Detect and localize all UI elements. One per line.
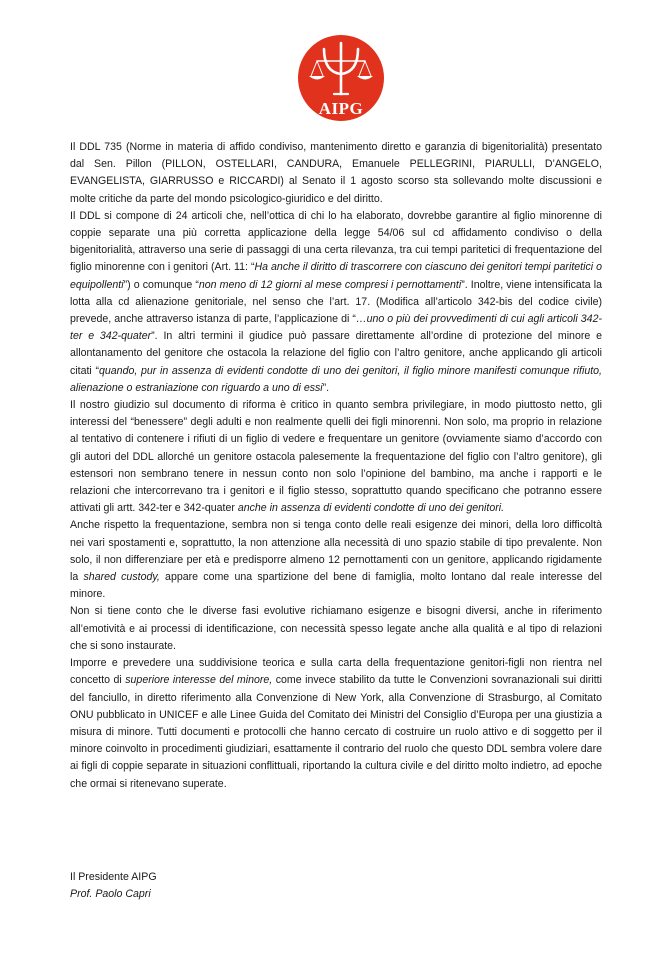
italic-quote: superiore interesse del minore,	[125, 674, 273, 687]
signature-block	[70, 869, 157, 903]
text-run: Il nostro giudizio sul documento di riforma è critico in quanto sembra privilegiare, in modo piuttosto netto, gli interessi del “benessere” degli adulti e non realmente quelli dei figli minorenni. Non solo, ma proprio in relazione al tentativo di contenere i rifiuti di un figlio di vedere e frequentare un genitore (ovviamente siamo d’accordo con gli autori del DDL allorché un genitore ostacola palesemente la frequentazione del figlio con l’altro genitore), gli estensori non sembrano tenere in nessun conto non solo l’opinione del bambino, ma anche i rapporti e le relazioni che intercorrevano tra i genitori e il figlio stesso, soprattutto quando specificano che potranno essere attivati gli artt. 342-ter e 342-quater	[70, 399, 602, 515]
italic-quote: non meno di 12 giorni al mese compresi i pernottamenti	[198, 278, 462, 291]
text-run: ”.	[322, 381, 330, 394]
text-run: Il DDL si compone di 24 articoli che, nell’ottica di chi lo ha elaborato, dovrebbe garantire al figlio minorenne di coppie separate una più corretta applicazione della legge 54/06 sul cd affidamento condiviso o della bigenitorialità, attraverso una serie di passaggi di una certa rilevanza, tra cui tempi paritetici di frequentazione del figlio minorenne con i genitori (Art. 11: “	[70, 209, 602, 274]
text-run: ”. In altri termini il giudice può passare direttamente all’ordine di protezione del minore e allontanamento del genitore che ostacola la relazione del figlio con l’altro genitore, anche applicando gli articoli citati “	[70, 330, 602, 377]
signature-name-text: Prof. Paolo Capri	[70, 888, 151, 901]
body-paragraph	[70, 208, 602, 397]
logo-text: AIPG	[318, 99, 364, 118]
aipg-logo	[297, 34, 385, 122]
signature-role: Il Presidente AIPG	[70, 871, 157, 883]
italic-quote: Ha anche il diritto di trascorrere con ciascuno dei genitori tempi paritetici o equipollenti	[70, 261, 602, 291]
text-run: ”. Inoltre, viene intensificata la lotta alla cd alienazione genitoriale, nel senso che l’art. 17. (Modifica all’articolo 342-bis del codice civile) prevede, anche attraverso istanza di parte, l’applicazione di “	[70, 278, 602, 326]
text-run: Il DDL 735 (Norme in materia di affido condiviso, mantenimento diretto e garanzia di bigenitorialità) presentato dal Sen. Pillon (PILLON, OSTELLARI, CANDURA, Emanuele PELLEGRINI, PIARULLI, D’ANGELO, EVANGELISTA, GIARRUSSO e RICCARDI) al Senato il 1 agosto scorso sta sollevando molte discussioni e molte critiche da parte del mondo psicologico-giuridico e del diritto.	[70, 141, 602, 205]
text-run: appare come una spartizione del bene di famiglia, molto lontano dal reale interesse del minore.	[70, 571, 602, 601]
text-run: ”) o comunque “	[123, 278, 199, 291]
signature-name	[70, 886, 157, 903]
italic-quote: anche in assenza di evidenti condotte di uno dei genitori.	[237, 502, 505, 515]
body-paragraph	[70, 517, 602, 603]
italic-quote: …uno o più dei provvedimenti di cui agli articoli 342-ter e 342-quater	[70, 313, 602, 343]
body-paragraph	[70, 139, 602, 208]
letter-body	[70, 139, 602, 793]
italic-quote: shared custody,	[83, 571, 160, 584]
text-run: Non si tiene conto che le diverse fasi evolutive richiamano esigenze e bisogni diversi, anche in riferimento all’emotività e ai processi di identificazione, con necessità spesso legate anche alla qualità e al tipo di relazioni che si sono instaurate.	[70, 605, 602, 652]
body-paragraph	[70, 397, 602, 517]
body-paragraph	[70, 655, 602, 793]
scales-of-justice-icon	[297, 34, 385, 122]
text-run: Anche rispetto la frequentazione, sembra non si tenga conto delle reali esigenze dei minori, della loro difficoltà nei vari spostamenti e, soprattutto, la non attenzione alla necessità di uno spazio stabile di tipo prevalente. Non solo, il non differenziare per età e predisporre almeno 12 pernottamenti con un genitore, applicando rigidamente la	[70, 519, 602, 584]
body-paragraph	[70, 603, 602, 655]
italic-quote: quando, pur in assenza di evidenti condotte di uno dei genitori, il figlio minore manifesti comunque rifiuto, alienazione o estraniazione con riguardo a uno di essi	[70, 364, 602, 394]
text-run: come invece stabilito da tutte le Convenzioni sovranazionali sui diritti del fanciullo, in diretto riferimento alla Convenzione di New York, alla Convenzione di Strasburgo, al Comitato ONU pubblicato in UNICEF e alle Linee Guida del Comitato dei Ministri del Consiglio d’Europa per una giustizia a misura di minore. Tutti documenti e protocolli che hanno cercato di costruire un ruolo attivo e di soggetto per il minore coinvolto in procedimenti giudiziari, esattamente il contrario del ruolo che questo DDL sembra volere dare ai figli di coppie separate in situazioni conflittuali, riportando la cultura civile e del diritto molto indietro, ad epoche che ormai si ritenevano superate.	[70, 674, 602, 790]
text-run: Imporre e prevedere una suddivisione teorica e sulla carta della frequentazione genitori-figli non rientra nel concetto di	[70, 657, 602, 687]
